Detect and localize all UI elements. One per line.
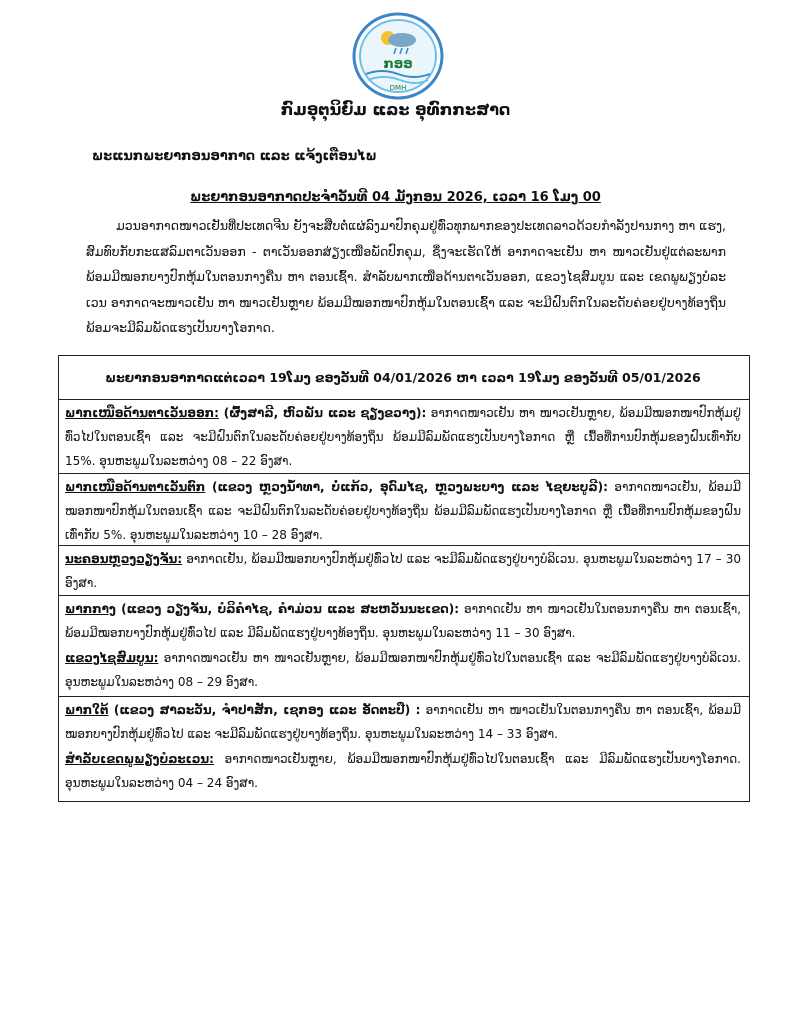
- subregion-name: ແຂວງໄຊສົມບູນ:: [65, 651, 159, 665]
- region-paragraph: [65, 400, 741, 473]
- logo-subtext: DMH: [389, 84, 407, 92]
- forecast-title: ພະຍາກອນອາກາດປະຈຳວັນທີ 04 ມັງກອນ 2026, ເວລາ 16 ໂມງ 00: [190, 190, 601, 205]
- subregion-name: ສຳລັບເຂດພູພຽງບໍລະເວນ:: [65, 752, 214, 766]
- region-name: ພາກໃຕ້: [65, 703, 109, 717]
- region-forecast: ອາກາດໜາວເຢັນ ຫາ ໜາວເຢັນຫຼາຍ, ພ້ອມມີໝອກໜາປົກຫຸ້ມຢູ່ທົ່ວໄປໃນຕອນເຊົ້າ ແລະ ຈະມີຝົນຕົກໃນລະດັບຄ່ອຍຢູ່ບາງທ້ອງຖິ່ນ ພ້ອມມີລົມພັດແຮງເປັນບາງໂອກາດ ຫຼື ເນື້ອທີ່ການປົກຫຸ້ມຂອງຝົນເທົ່າກັບ 15%. ອຸນຫະພູມໃນລະຫວ່າງ 08 – 22 ອົງສາ.: [65, 406, 741, 468]
- logo-text: ກອອ: [383, 57, 413, 72]
- subregion-paragraph: [65, 645, 741, 694]
- division-name: ພະແນກພະຍາກອນອາກາດ ແລະ ແຈ້ງເຕືອນໄພ: [92, 149, 377, 164]
- table-row: [59, 474, 749, 546]
- region-name: ພາກເໜືອດ້ານຕາເວັນຕົກ: [65, 480, 206, 494]
- region-paragraph: [65, 474, 741, 547]
- region-forecast: ອາກາດເຢັນ, ພ້ອມມີໝອກບາງປົກຫຸ້ມຢູ່ທົ່ວໄປ ແລະ ຈະມີລົມພັດແຮງຢູ່ບາງບໍລິເວນ. ອຸນຫະພູມໃນລະຫວ່າງ 17 – 30 ອົງສາ.: [65, 552, 741, 590]
- region-provinces: (ແຂວງ ວຽງຈັນ, ບໍລິຄຳໄຊ, ຄຳມ່ວນ ແລະ ສະຫວັນນະເຂດ):: [115, 602, 460, 616]
- region-paragraph: [65, 697, 741, 746]
- table-row: [59, 697, 749, 801]
- region-provinces: (ຜົ້ງສາລີ, ຫົວພັນ ແລະ ຊຽງຂວາງ):: [218, 406, 427, 420]
- region-forecast: ອາກາດໜາວເຢັນ, ພ້ອມມີໝອກໜາປົກຫຸ້ມໃນຕອນເຊົ້າ ແລະ ຈະມີຝົນຕົກໃນລະດັບຄ່ອຍຢູ່ບາງທ້ອງຖິ່ນ ພ້ອມມີລົມພັດແຮງເປັນບາງໂອກາດ ຫຼື ເນື້ອທີ່ການປົກຫຸ້ມຂອງຝົນເທົ່າກັບ 5%. ອຸນຫະພູມໃນລະຫວ່າງ 10 – 28 ອົງສາ.: [65, 480, 742, 542]
- forecast-table: [58, 355, 750, 802]
- intro-text: ມວນອາກາດໜາວເຢັນທີ່ປະເທດຈີນ ຍັງຈະສືບຕໍ່ແຜ່ລົງມາປົກຄຸມຢູ່ທົ່ວທຸກພາກຂອງປະເທດລາວດ້ວຍກຳລັງປານກາງ ຫາ ແຮງ, ສົມທົບກັບກະແສລົມຕາເວັນອອກ - ຕາເວັນອອກສ່ຽງເໜືອພັດປົກຄຸມ, ຊຶ່ງຈະເຮັດໃຫ້ ອາກາດຈະເຢັນ ຫາ ໜາວເຢັນຢູ່ແຕ່ລະພາກ ພ້ອມມີໝອກບາງປົກຫຸ້ມໃນຕອນກາງຄືນ ຫາ ຕອນເຊົ້າ. ສຳລັບພາກເໜືອດ້ານຕາເວັນອອກ, ແຂວງໄຊສົມບູນ ແລະ ເຂດພູພຽງບໍລະເວນ ອາກາດຈະໜາວເຢັນ ຫາ ໜາວເຢັນຫຼາຍ ພ້ອມມີໝອກໜາປົກຫຸ້ມໃນຕອນເຊົ້າ ແລະ ຈະມີຝົນຕົກໃນລະດັບຄ່ອຍຢູ່ບາງທ້ອງຖິ່ນ ພ້ອມຈະມີລົມພັດແຮງເປັນບາງໂອກາດ.: [86, 218, 726, 335]
- subregion-forecast: ອາກາດໜາວເຢັນ ຫາ ໜາວເຢັນຫຼາຍ, ພ້ອມມີໝອກໜາປົກຫຸ້ມຢູ່ທົ່ວໄປໃນຕອນເຊົ້າ ແລະ ຈະມີລົມພັດແຮງຢູ່ບາງບໍລິເວນ. ອຸນຫະພູມໃນລະຫວ່າງ 08 – 29 ອົງສາ.: [65, 651, 741, 689]
- subregion-paragraph: [65, 746, 741, 795]
- subregion-forecast: ອາກາດໜາວເຢັນຫຼາຍ, ພ້ອມມີໝອກໜາປົກຫຸ້ມຢູ່ທົ່ວໄປໃນຕອນເຊົ້າ ແລະ ມີລົມພັດແຮງເປັນບາງໂອກາດ. ອຸນຫະພູມໃນລະຫວ່າງ 04 – 24 ອົງສາ.: [65, 752, 741, 790]
- table-header: ພະຍາກອນອາກາດແຕ່ເວລາ 19ໂມງ ຂອງວັນທີ 04/01/2026 ຫາ ເວລາ 19ໂມງ ຂອງວັນທີ 05/01/2026: [105, 370, 701, 385]
- department-name: ກົມອຸຕຸນິຍົມ ແລະ ອຸທົກກະສາດ: [280, 100, 511, 119]
- region-name: ພາກກາງ: [65, 602, 116, 616]
- logo-emblem: [350, 12, 446, 100]
- region-name: ພາກເໜືອດ້ານຕາເວັນອອກ:: [65, 406, 219, 420]
- table-row: [59, 546, 749, 596]
- region-paragraph: [65, 596, 741, 645]
- region-provinces: (ແຂວງ ຫຼວງນ້ຳທາ, ບໍ່ແກ້ວ, ອຸດົມໄຊ, ຫຼວງພະບາງ ແລະ ໄຊຍະບູລີ):: [205, 480, 608, 494]
- region-name: ນະຄອນຫຼວງວຽງຈັນ:: [65, 552, 183, 566]
- table-row: [59, 400, 749, 474]
- region-provinces: (ແຂວງ ສາລະວັນ, ຈຳປາສັກ, ເຊກອງ ແລະ ອັດຕະປື) :: [108, 703, 421, 717]
- table-header-row: [59, 356, 749, 400]
- intro-paragraph: [86, 213, 726, 341]
- department-logo: [350, 12, 446, 100]
- region-paragraph: [65, 546, 741, 595]
- region-forecast: ອາກາດເຢັນ ຫາ ໜາວເຢັນໃນຕອນກາງຄືນ ຫາ ຕອນເຊົ້າ, ພ້ອມມີໝອກບາງປົກຫຸ້ມຢູ່ທົ່ວໄປ ແລະ ມີລົມພັດແຮງຢູ່ບາງທ້ອງຖິ່ນ. ອຸນຫະພູມໃນລະຫວ່າງ 11 – 30 ອົງສາ.: [65, 602, 741, 640]
- table-row: [59, 596, 749, 697]
- region-forecast: ອາກາດເຢັນ ຫາ ໜາວເຢັນໃນຕອນກາງຄືນ ຫາ ຕອນເຊົ້າ, ພ້ອມມີໝອກບາງປົກຫຸ້ມຢູ່ທົ່ວໄປ ແລະ ຈະມີລົມພັດແຮງຢູ່ບາງທ້ອງຖິ່ນ. ອຸນຫະພູມໃນລະຫວ່າງ 14 – 33 ອົງສາ.: [65, 703, 741, 741]
